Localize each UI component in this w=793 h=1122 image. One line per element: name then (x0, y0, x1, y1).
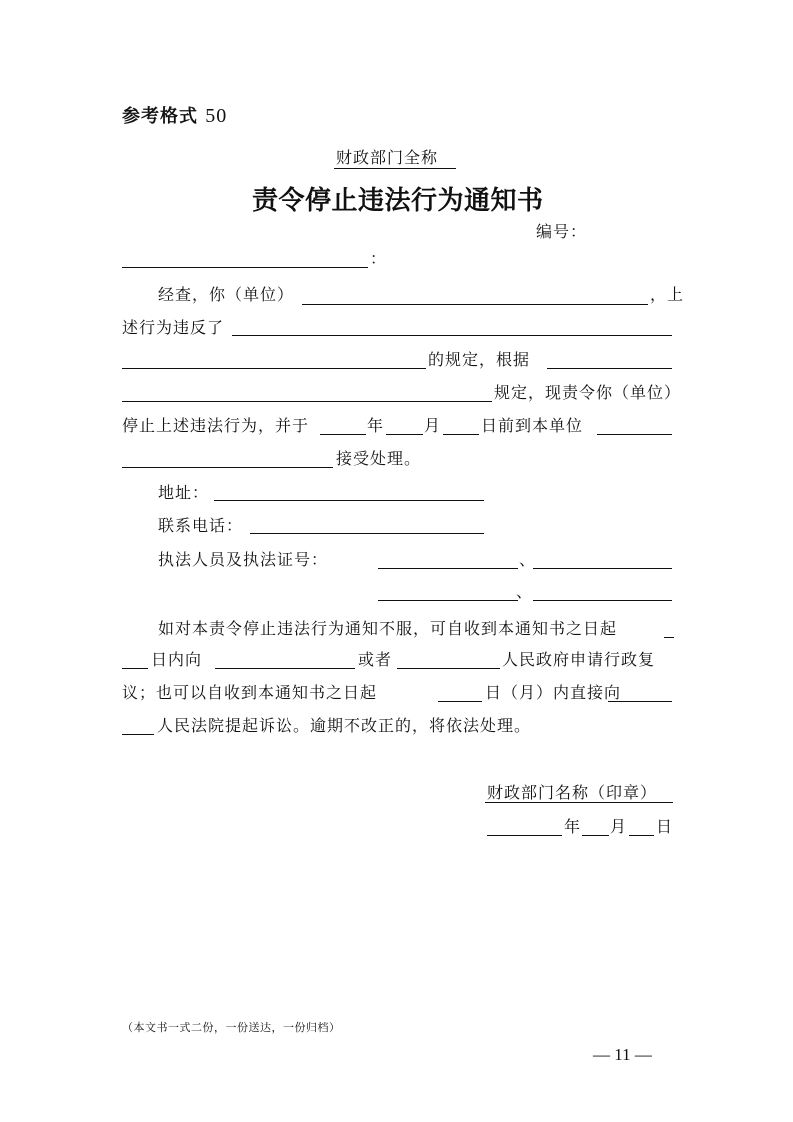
appeal-days-blank-1 (664, 637, 674, 638)
p1-violation-blank-2 (122, 368, 426, 369)
deadline-month-label: 月 (424, 416, 442, 435)
p1-text-e: 规定，现责令你（单位） (494, 383, 682, 402)
sign-year-blank (487, 835, 562, 836)
p2-text-g: 人民法院提起诉讼。逾期不改正的，将依法处理。 (157, 716, 532, 735)
p1-text-d: 的规定，根据 (428, 350, 531, 369)
copies-footnote: （本文书一式二份，一份送达，一份归档） (122, 1021, 341, 1034)
stamp-label: 财政部门名称（印章） (487, 783, 658, 802)
p2-text-f: 日（月）内直接向 (485, 683, 622, 702)
officer-1-blank (378, 568, 518, 569)
reference-format-number: 50 (205, 105, 228, 127)
officer-3-blank (378, 600, 518, 601)
p2-text-e: 议；也可以自收到本通知书之日起 (122, 683, 378, 702)
reference-format-text: 参考格式 (122, 106, 198, 127)
deadline-day-blank (443, 434, 479, 435)
serial-number-label: 编号： (536, 222, 588, 241)
p1-text-f: 停止上述违法行为，并于 (122, 416, 310, 435)
phone-blank (250, 533, 484, 534)
page-number: — 11 — (593, 1045, 652, 1064)
p2-text-c: 或者 (358, 650, 393, 669)
p2-text-b: 日内向 (151, 650, 203, 669)
deadline-year-blank (320, 434, 366, 435)
p1-text-b: ，上 (650, 285, 685, 304)
stamp-underline (485, 802, 673, 803)
p2-text-a: 如对本责令停止违法行为通知不服，可自收到本通知书之日起 (158, 619, 618, 638)
p2-text-d: 人民政府申请行政复 (502, 650, 656, 669)
officer-4-blank (533, 600, 672, 601)
sign-day-label: 日 (656, 817, 674, 836)
officer-separator-2: 、 (516, 582, 534, 601)
deadline-day-text: 日前到本单位 (481, 416, 584, 435)
p1-basis-blank-2 (122, 401, 492, 402)
sign-year-label: 年 (564, 817, 582, 836)
government-blank (397, 668, 500, 669)
sign-month-blank (582, 835, 609, 836)
p1-unit-blank (302, 304, 648, 305)
department-name: 财政部门全称 (336, 148, 439, 167)
officers-label: 执法人员及执法证号： (158, 550, 329, 569)
court-blank-1 (608, 701, 672, 702)
officer-separator-1: 、 (519, 550, 537, 569)
appeal-days-blank-2 (122, 668, 148, 669)
reference-format-label (122, 102, 227, 128)
address-label: 地址： (158, 483, 210, 502)
deadline-year-label: 年 (367, 416, 385, 435)
phone-label: 联系电话： (158, 516, 244, 535)
officer-2-blank (533, 568, 672, 569)
sign-month-label: 月 (610, 817, 628, 836)
address-blank (214, 500, 484, 501)
recipient-colon: ： (370, 249, 388, 268)
sign-day-blank (629, 835, 654, 836)
department-underline (334, 168, 456, 169)
unit-location-blank-2 (122, 467, 333, 468)
accept-processing-text: 接受处理。 (336, 449, 422, 468)
p1-violation-blank-1 (232, 335, 672, 336)
p1-text-a: 经查，你（单位） (158, 285, 295, 304)
appeal-body-blank (215, 668, 355, 669)
deadline-month-blank (386, 434, 423, 435)
document-title: 责令停止违法行为通知书 (252, 186, 544, 216)
p1-text-c: 述行为违反了 (122, 318, 225, 337)
unit-location-blank-1 (597, 434, 672, 435)
recipient-blank (122, 267, 368, 268)
lawsuit-days-blank (438, 701, 482, 702)
court-blank-2 (122, 734, 154, 735)
p1-basis-blank-1 (547, 368, 672, 369)
